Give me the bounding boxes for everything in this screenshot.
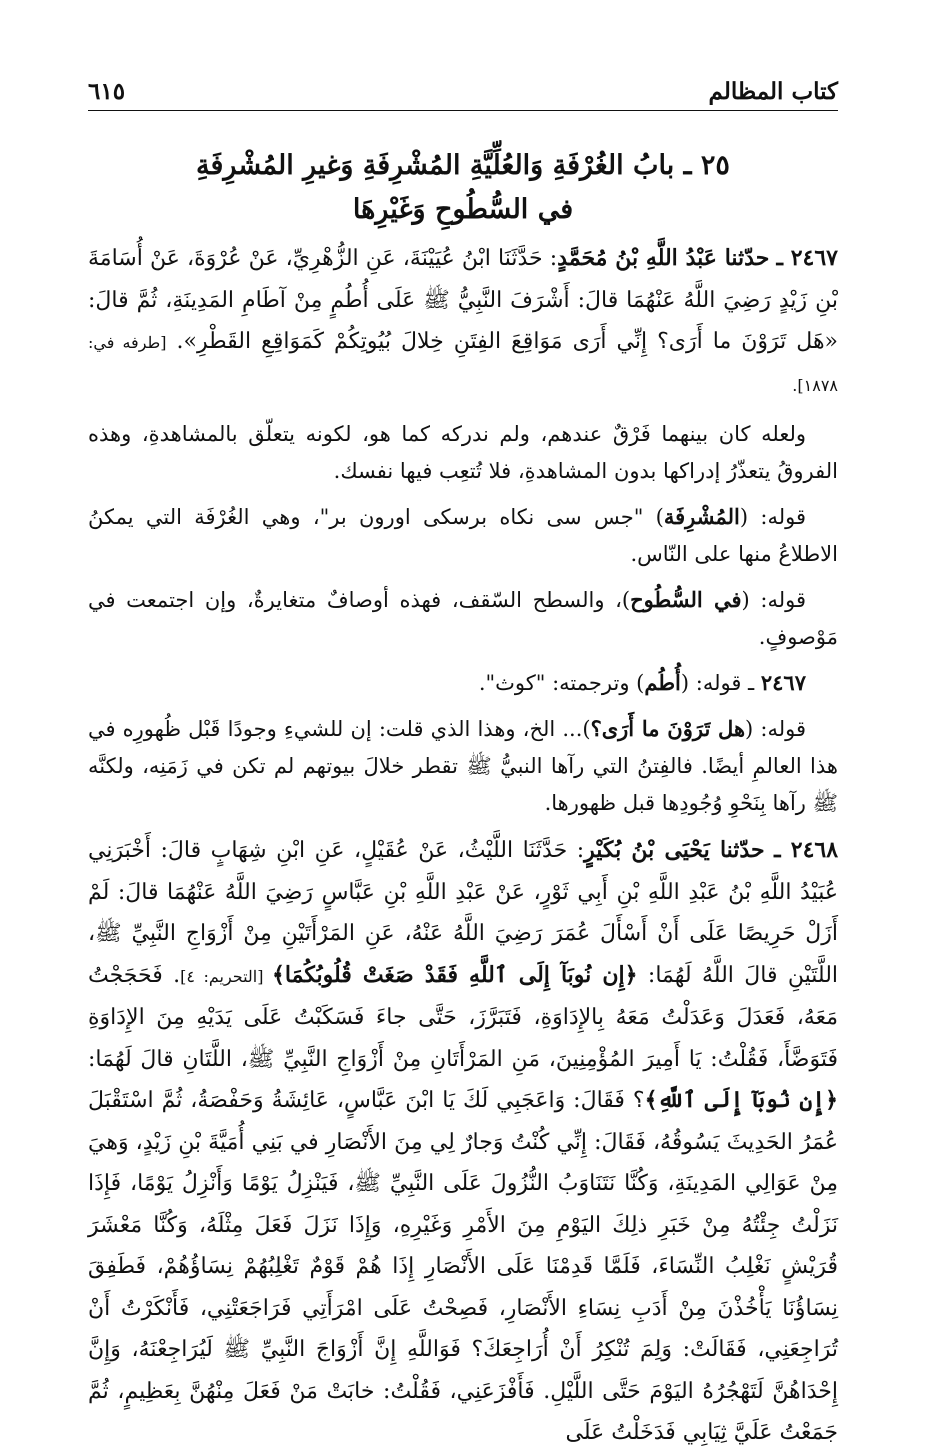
verse-reference: [التحريم: ٤] (180, 966, 272, 986)
commentary-keyword: أُطُم (644, 670, 681, 695)
page-header (88, 70, 838, 111)
commentary-number: ٢٤٦٧ (760, 670, 806, 695)
commentary-paragraph (88, 710, 838, 822)
hadith-text: . فَحَجَجْتُ مَعَهُ، فَعَدَلَ وَعَدَلْتُ مَعَهُ بِالإِدَاوَةِ، فَتَبَرَّزَ، حَتَّى جاءَ فَسَكَبْتُ عَلَى يَدَيْهِ مِنَ الإِدَاوَةِ فَتَوَضَّأَ، فَقُلْتُ: يَا أَمِيرَ المُؤْمِنِينَ، مَنِ المَرْأَتَانِ مِنْ أَزْوَاجِ النَّبِيِّ ﷺ، اللَّتَانِ قالَ لَهُمَا: (88, 962, 838, 1072)
commentary-text: ) "جس سى نكاه برسكى اورون بر"، وهي الغُرْفَة التي يمكنُ الاطلاعُ منها على النّاس. (88, 505, 838, 566)
commentary-text: ) وترجمته: "كوث". (478, 671, 645, 695)
quran-verse: ﴿إِن نُوبَآ إِلَى ٱللَّهِ فَقَدْ صَغَتْ قُلُوبُكُمَا﴾ (272, 961, 638, 988)
page-number: ٦١٥ (88, 78, 126, 105)
chapter-heading (88, 144, 838, 232)
commentary-text: قوله: ( (741, 588, 806, 612)
commentary-keyword: في السُّطُوح (630, 587, 742, 612)
commentary-paragraph (88, 581, 838, 656)
hadith-number: ٢٤٦٨ ـ (774, 837, 839, 863)
commentary-text: )... الخ، وهذا الذي قلت: إن للشيءِ وجودًا قَبْل ظُهورِه في هذا العالمِ أيضًا. فالفِتنُ التي رآها النبيُّ ﷺ تقطر خلالَ بيوتهم لم تكن في زَمَنِه، ولكنَّه ﷺ رآها بِنَحْوِ وُجُودِها قبل ظهورها. (88, 717, 838, 815)
cross-reference: [طرفه في: ١٨٧٨]. (88, 333, 838, 395)
commentary-text: قوله: ( (739, 505, 806, 529)
hadith-number: ٢٤٦٧ ـ (776, 245, 838, 271)
hadith-chain: حدّثنا عَبْدُ اللَّهِ بْنُ مُحَمَّدٍ (557, 245, 770, 271)
commentary-paragraph (88, 416, 838, 490)
chapter-heading-line-1: ٢٥ ـ بابُ الغُرْفَةِ وَالعُلِّيَّةِ المُشْرِفَةِ وَغيرِ المُشْرِفَةِ (196, 150, 730, 181)
commentary-keyword: هل تَرَوْنَ ما أَرَى؟ (590, 716, 746, 741)
hadith-2467 (88, 238, 838, 406)
commentary-paragraph (88, 664, 838, 702)
quran-verse: ﴿إِن نُوبَآ إِلَى ٱللَّهِ﴾ (644, 1087, 838, 1113)
hadith-chain: حدّثنا يَحْيَى بْنُ بُكَيْرٍ (584, 837, 765, 863)
commentary-text: قوله: ( (745, 717, 806, 741)
commentary-text: ولعله كان بينهما فَرْقٌ عندهم، ولم ندركه كما هو، لكونه يتعلّق بالمشاهدةِ، وهذه الفروقُ يتعذّرُ إدراكها بدون المشاهدةِ، فلا تُتعِب فيها نفسك. (88, 422, 838, 483)
chapter-heading-line-2: في السُّطُوحِ وَغَيْرِهَا (352, 194, 574, 225)
hadith-text: : حَدَّثَنَا ابْنُ عُيَيْنَةَ، عَنِ الزُّهْرِيِّ، عَنْ عُرْوَةَ، عَنْ أُسَامَةَ بْنِ زَيْدٍ رَضِيَ اللَّهُ عَنْهُمَا قالَ: أَشْرَفَ النَّبِيُّ ﷺ عَلَى أُطُمٍ مِنْ آطَامِ المَدِينَةِ، ثُمَّ قالَ: «هَل تَرَوْنَ ما أَرَى؟ إِنِّي أَرَى مَوَاقِعَ الفِتَنِ خِلالَ بُيُوتِكُمْ كَمَوَاقِعِ القَطْرِ». (88, 246, 839, 354)
hadith-text: : حَدَّثَنَا اللَّيْثُ، عَنْ عُقَيْلٍ، عَنِ ابْنِ شِهَابٍ قالَ: أَخْبَرَنِي عُبَيْدُ اللَّهِ بْنُ عَبْدِ اللَّهِ بْنِ أَبِي ثَوْرٍ، عَنْ عَبْدِ اللَّهِ بْنِ عَبَّاسٍ رَضِيَ اللَّهُ عَنْهُمَا قالَ: لَمْ أَزَلْ حَرِيصًا عَلَى أَنْ أَسْأَلَ عُمَرَ رَضِيَ اللَّهُ عَنْهُ، عَنِ المَرْأَتَيْنِ مِنْ أَزْوَاجِ النَّبِيِّ ﷺ، اللَّتَيْنِ قالَ اللَّهُ لَهُمَا: (88, 838, 839, 988)
commentary-text: ـ قوله: ( (680, 671, 761, 695)
page-body (88, 128, 839, 1445)
commentary-keyword: المُشْرِفَة (663, 504, 740, 529)
book-title: كتاب المظالم (708, 78, 838, 105)
commentary-paragraph (88, 498, 838, 573)
hadith-2468 (88, 830, 838, 1454)
hadith-text: ؟ فَقَالَ: وَاعَجَبِي لَكَ يَا ابْنَ عَبَّاسٍ، عَائِشَةُ وَحَفْصَةُ، ثُمَّ اسْتَقْبَلَ عُمَرُ الحَدِيثَ يَسُوقُهُ، فَقَالَ: إِنِّي كُنْتُ وَجارٌ لِي مِنَ الأَنْصَارِ في بَنِي أُمَيَّةَ بْنِ زَيْدٍ، وَهيَ مِنْ عَوَالِي المَدِينَةِ، وَكُنَّا نَتَنَاوَبُ النُّزُولَ عَلَى النَّبِيِّ ﷺ، فَيَنْزِلُ يَوْمًا وَأَنْزِلُ يَوْمًا، فَإِذَا نَزَلْتُ جِئْتُهُ مِنْ خَبَرِ ذلِكَ اليَوْمِ مِنَ الأَمْرِ وَغَيْرِهِ، وَإِذَا نَزَلَ فَعَلَ مِثْلَهُ، وَكُنَّا مَعْشَرَ قُرَيْشٍ نَغْلِبُ النِّسَاءَ، فَلَمَّا قَدِمْنَا عَلَى الأَنْصَارِ إِذَا هُمْ قَوْمٌ تَغْلِبُهُمْ نِسَاؤُهُمْ، فَطَفِقَ نِسَاؤُنَا يَأْخُذْنَ مِنْ أَدَبِ نِسَاءِ الأَنْصَارِ، فَصِحْتُ عَلَى امْرَأَتِي فَرَاجَعَتْنِي، فَأَنْكَرْتُ أَنْ تُرَاجِعَنِي، فَقَالَتْ: وَلِمَ تُنْكِرُ أَنْ أُرَاجِعَكَ؟ فَوَاللَّهِ إِنَّ أَزْوَاجَ النَّبِيِّ ﷺ لَيُرَاجِعْنَهُ، وَإِنَّ إِحْدَاهُنَّ لَتَهْجُرُهُ اليَوْمَ حَتَّى اللَّيْلِ. فَأَفْزَعَنِي، فَقُلْتُ: خابَتْ مَنْ فَعَلَ مِنْهُنَّ بِعَظِيمٍ، ثُمَّ جَمَعْتُ عَلَيَّ ثِيَابِي فَدَخَلْتُ عَلَى (88, 1088, 838, 1445)
commentary-text: )، والسطح السّقف، فهذه أوصافٌ متغايرةٌ، وإن اجتمعت في مَوْصوفٍ. (88, 588, 838, 649)
